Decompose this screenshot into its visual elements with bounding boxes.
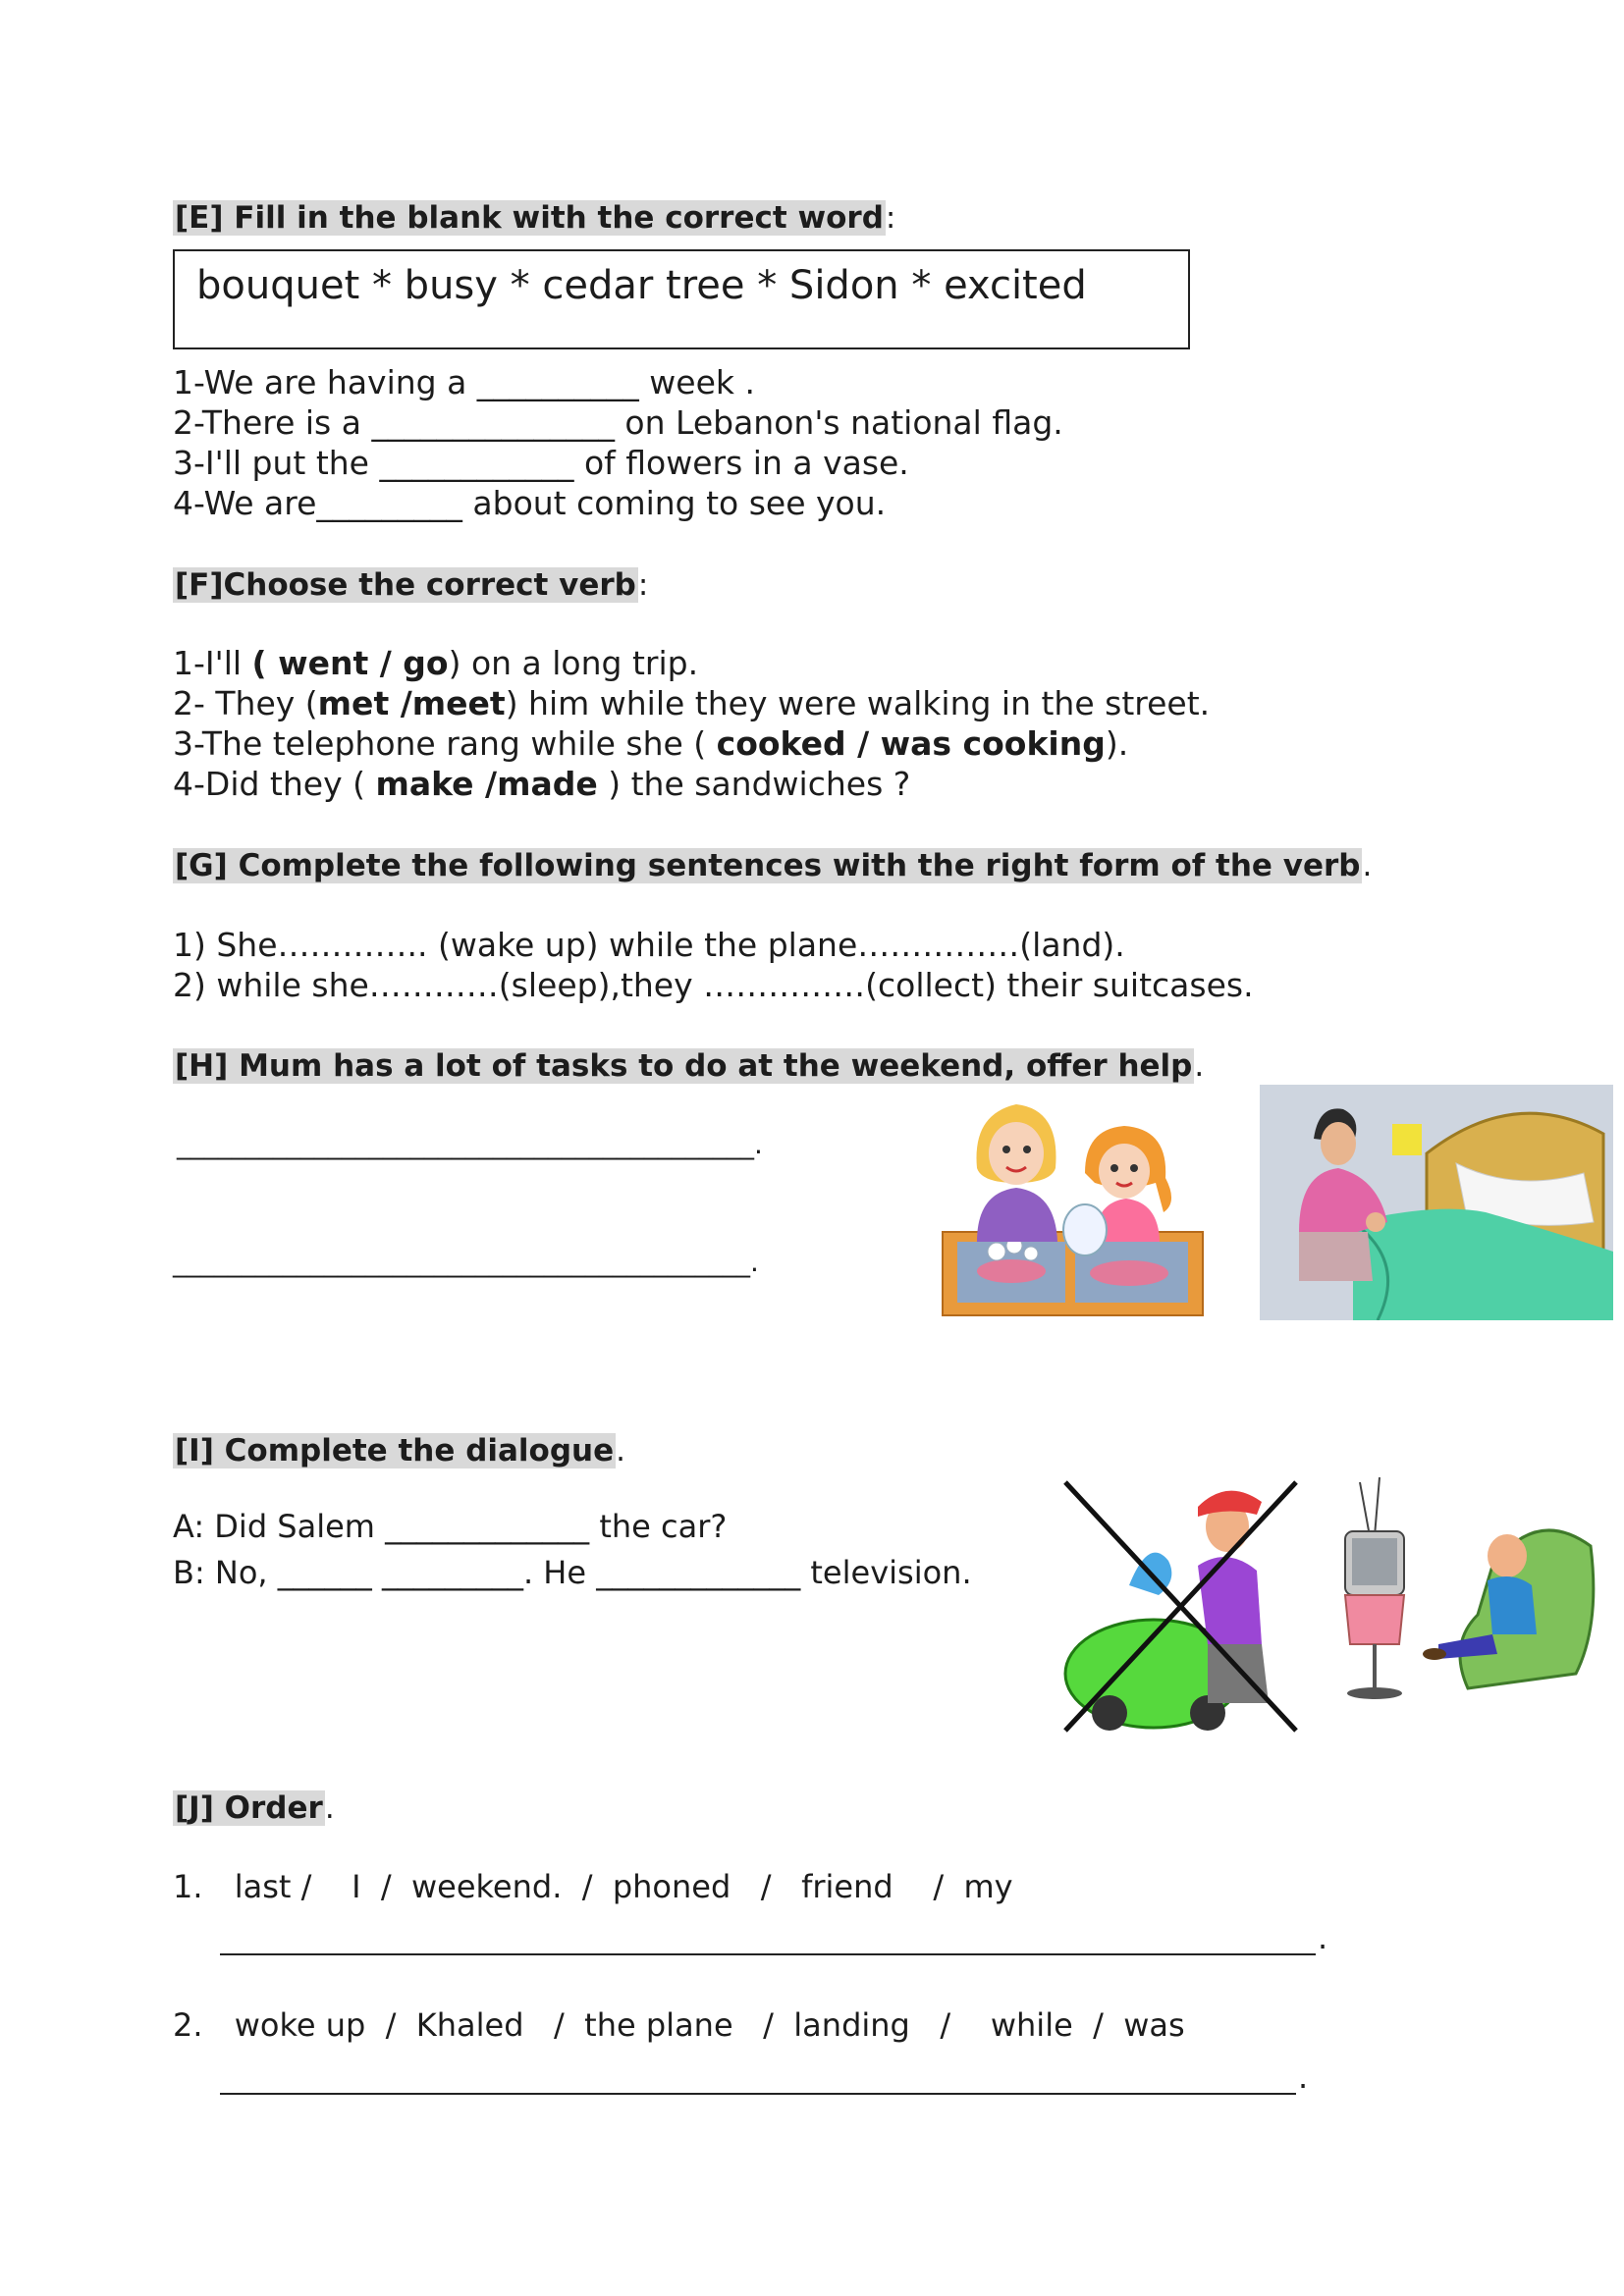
dialogue-line-b: B: No, ______ _________. He _____________ television. bbox=[173, 1554, 972, 1591]
section-e-item-1: 1-We are having a __________ week . bbox=[173, 363, 755, 401]
section-e-title: [E] Fill in the blank with the correct word: bbox=[175, 200, 896, 236]
section-f-item-2: 2- They (met /meet) him while they were walking in the street. bbox=[173, 684, 1211, 722]
order-item-1: 1. last / I / weekend. / phoned / friend / my bbox=[173, 1868, 1013, 1905]
section-g-item-1: 1) She………….. (wake up) while the plane……………(land). bbox=[173, 926, 1125, 964]
word-bank-box bbox=[173, 249, 1190, 349]
order-answer-end-mark-1: . bbox=[1318, 1919, 1328, 1956]
section-h-title: [H] Mum has a lot of tasks to do at the weekend, offer help. bbox=[175, 1048, 1205, 1084]
section-e-item-2: 2-There is a _______________ on Lebanon's national flag. bbox=[173, 403, 1063, 442]
watching-tv-illustration bbox=[1330, 1477, 1600, 1718]
section-g-item-2: 2) while she…………(sleep),they ……………(collect) their suitcases. bbox=[173, 966, 1254, 1004]
washing-dishes-illustration bbox=[938, 1085, 1208, 1320]
word-bank: bouquet * busy * cedar tree * Sidon * excited bbox=[196, 263, 1087, 308]
section-e-item-4: 4-We are_________ about coming to see you. bbox=[173, 484, 887, 522]
section-h-answer-line-2[interactable]: __________________________________________. bbox=[173, 1246, 759, 1278]
order-answer-line-1[interactable] bbox=[220, 1953, 1316, 1955]
section-f-item-3: 3-The telephone rang while she ( cooked / was cooking). bbox=[173, 724, 1129, 763]
order-answer-end-mark-2: . bbox=[1298, 2058, 1309, 2096]
section-i-title: [I] Complete the dialogue. bbox=[175, 1433, 625, 1468]
washing-car-crossed-illustration bbox=[1060, 1477, 1301, 1735]
order-item-2: 2. woke up / Khaled / the plane / landing / while / was bbox=[173, 2006, 1185, 2044]
order-answer-line-2[interactable] bbox=[220, 2093, 1296, 2095]
dialogue-line-a: A: Did Salem _____________ the car? bbox=[173, 1508, 728, 1545]
section-h-answer-line-1[interactable]: __________________________________________. bbox=[177, 1128, 763, 1160]
section-f-item-4: 4-Did they ( make /made ) the sandwiches ? bbox=[173, 765, 911, 803]
making-bed-illustration bbox=[1260, 1085, 1613, 1320]
section-f-item-1: 1-I'll ( went / go) on a long trip. bbox=[173, 644, 699, 682]
section-e-item-3: 3-I'll put the ____________ of flowers in a vase. bbox=[173, 444, 909, 482]
section-g-title: [G] Complete the following sentences with the right form of the verb. bbox=[175, 848, 1373, 883]
section-j-title: [J] Order. bbox=[175, 1790, 335, 1826]
section-f-title: [F]Choose the correct verb: bbox=[175, 567, 649, 603]
